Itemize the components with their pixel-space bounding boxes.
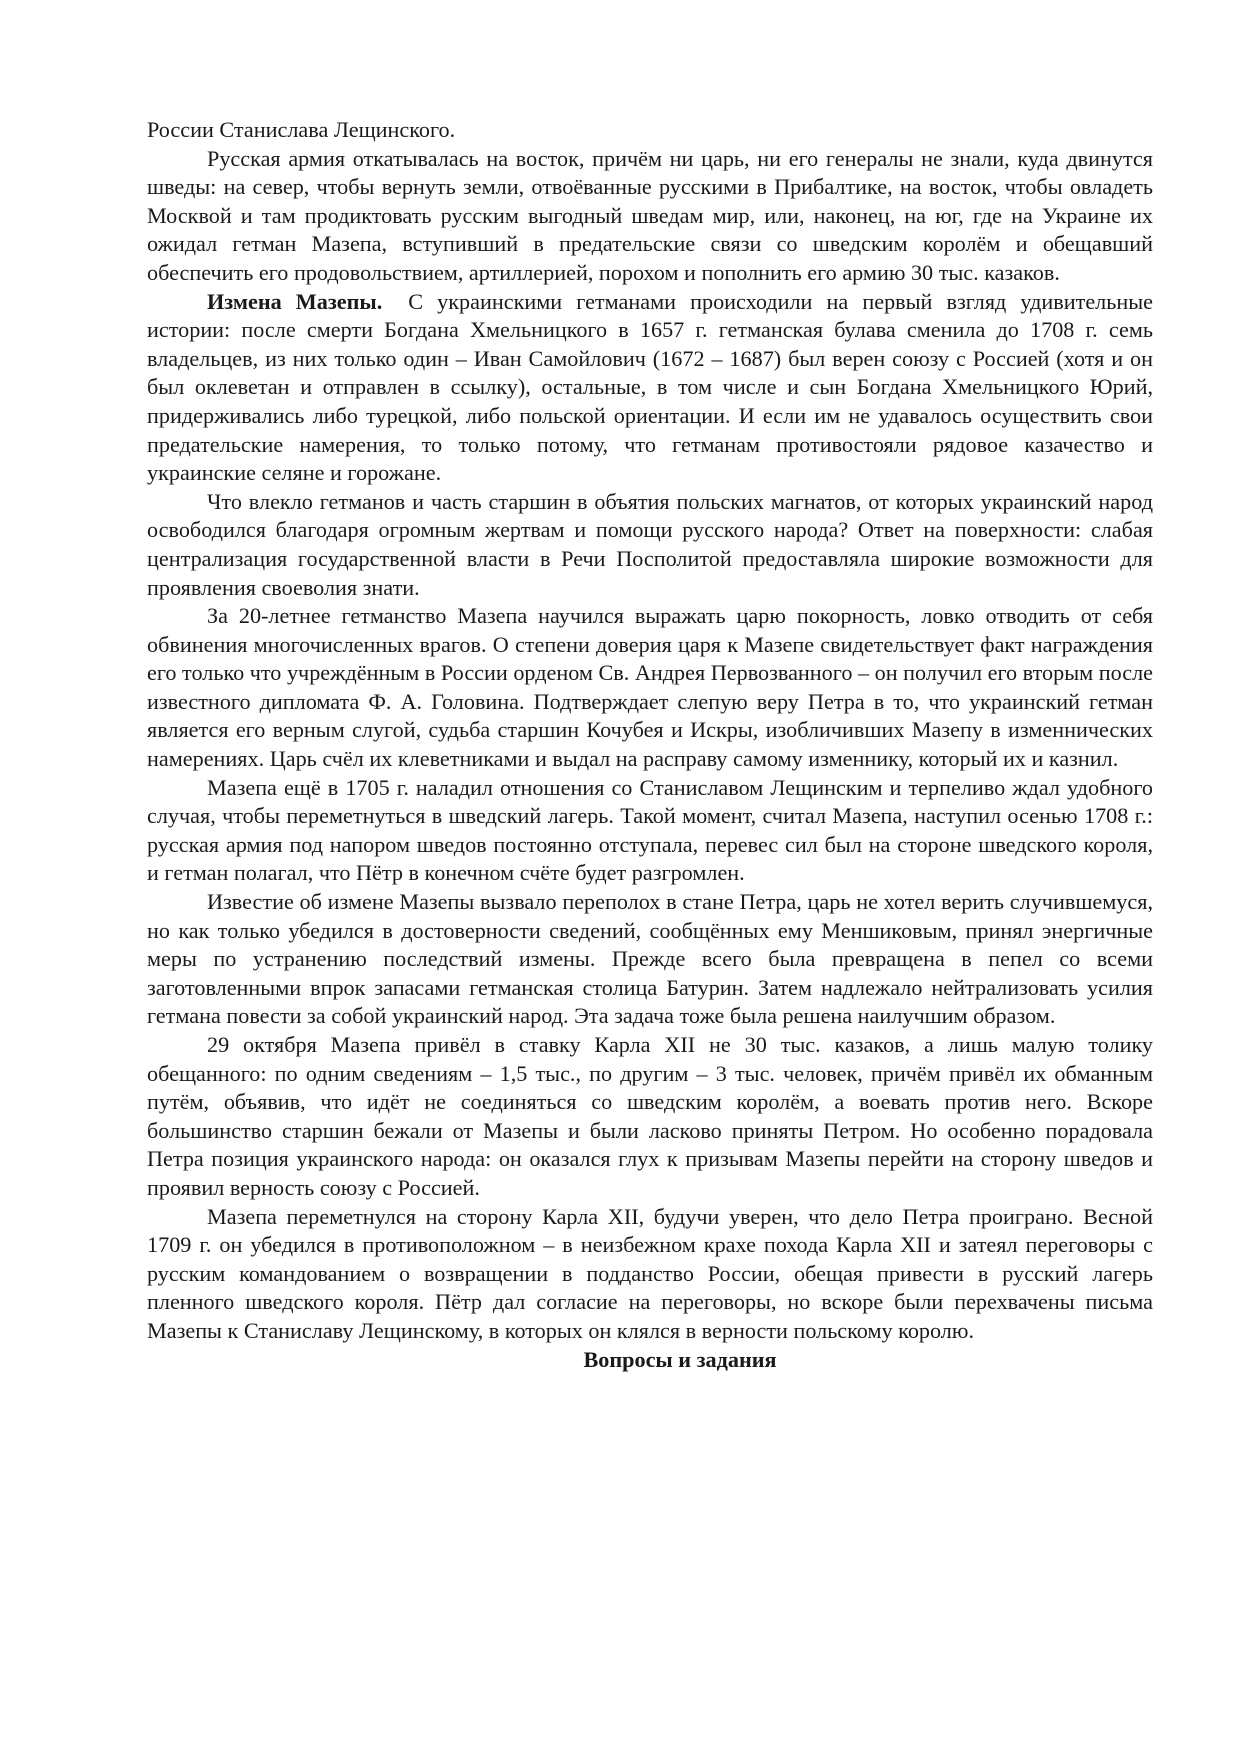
paragraph-october-29: [147, 1031, 1153, 1203]
paragraph-continuation: [147, 116, 1153, 145]
section-title: Вопросы и задания: [583, 1346, 777, 1372]
paragraph-mazepa-treason: [147, 288, 1153, 488]
paragraph-news-of-treason: [147, 888, 1153, 1031]
paragraph-hetmans-motives: [147, 488, 1153, 602]
paragraph-mazepa-negotiations: [147, 1203, 1153, 1346]
paragraph-mazepa-leszczynski: [147, 774, 1153, 888]
paragraph-text: Русская армия откатывалась на восток, причём ни царь, ни его генералы не знали, куда двинутся шведы: на север, чтобы вернуть земли, отвоёванные русскими в Прибалтике, на восток, чтобы овладеть Москвой и там продиктовать русским выгодный шведам мир, или, наконец, на юг, где на Украине их ожидал гетман Мазепа, вступивший в предательские связи со шведским королём и обещавший обеспечить его продовольствием, артиллерией, порохом и пополнить его армию 30 тыс. казаков.: [147, 145, 1153, 285]
paragraph-text: Мазепа переметнулся на сторону Карла XII, будучи уверен, что дело Петра проиграно. Весной 1709 г. он убедился в противоположном – в неизбежном крахе похода Карла XII и затеял переговоры с русским командованием о возвращении в подданство России, обещая привести в русский лагерь пленного шведского короля. Пётр дал согласие на переговоры, но вскоре были перехвачены письма Мазепы к Станиславу Лещинскому, в которых он клялся в верности польскому королю.: [147, 1203, 1153, 1343]
paragraph-text: С украинскими гетманами происходили на первый взгляд удивительные истории: после смерти Богдана Хмельницкого в 1657 г. гетманская булава сменила до 1708 г. семь владельцев, из них только один – Иван Самойлович (1672 – 1687) был верен союзу с Россией (хотя и он был оклеветан и отправлен в ссылку), остальные, в том числе и сын Богдана Хмельницкого Юрий, придерживались либо турецкой, либо польской ориентации. И если им не удавалось осуществить свои предательские намерения, то только потому, что гетманам противостояли рядовое казачество и украинские селяне и горожане.: [147, 288, 1153, 486]
paragraph-text: России Станислава Лещинского.: [147, 117, 456, 142]
paragraph-text: Мазепа ещё в 1705 г. наладил отношения со Станиславом Лещинским и терпеливо ждал удобного случая, чтобы переметнуться в шведский лагерь. Такой момент, считал Мазепа, наступил осенью 1708 г.: русская армия под напором шведов постоянно отступала, перевес сил был на стороне шведского короля, и гетман полагал, что Пётр в конечном счёте будет разгромлен.: [147, 774, 1153, 886]
paragraph-mazepa-trust: [147, 602, 1153, 774]
paragraph-text: Известие об измене Мазепы вызвало переполох в стане Петра, царь не хотел верить случившемуся, но как только убедился в достоверности сведений, сообщённых ему Меншиковым, принял энергичные меры по устранению последствий измены. Прежде всего была превращена в пепел со всеми заготовленными впрок запасами гетманская столица Батурин. Затем надлежало нейтрализовать усилия гетмана повести за собой украинский народ. Эта задача тоже была решена наилучшим образом.: [147, 889, 1153, 1029]
paragraph-text: 29 октября Мазепа привёл в ставку Карла XII не 30 тыс. казаков, а лишь малую толику обещанного: по одним сведениям – 1,5 тыс., по другим – 3 тыс. человек, причём привёл их обманным путём, объявив, что идёт не соединяться со шведским королём, а воевать против него. Вскоре большинство старшин бежали от Мазепы и были ласково приняты Петром. Но особенно порадовала Петра позиция украинского народа: он оказался глух к призывам Мазепы перейти на сторону шведов и проявил верность союзу с Россией.: [147, 1032, 1153, 1200]
paragraph-russian-army-retreat: [147, 145, 1153, 288]
document-page: [147, 116, 1153, 1374]
paragraph-text: За 20-летнее гетманство Мазепа научился выражать царю покорность, ловко отводить от себя обвинения многочисленных врагов. О степени доверия царя к Мазепе свидетельствует факт награждения его только что учреждённым в России орденом Св. Андрея Первозванного – он получил его вторым после известного дипломата Ф. А. Головина. Подтверждает слепую веру Петра в то, что украинский гетман является его верным слугой, судьба старшин Кочубея и Искры, изобличивших Мазепу в изменнических намерениях. Царь счёл их клеветниками и выдал на расправу самому изменнику, который их и казнил.: [147, 603, 1153, 772]
paragraph-text: Что влекло гетманов и часть старшин в объятия польских магнатов, от которых украинский народ освободился благодаря огромным жертвам и помощи русского народа? Ответ на поверхности: слабая централизация государственной власти в Речи Посполитой предоставляла широкие возможности для проявления своеволия знати.: [147, 488, 1153, 600]
paragraph-lead-heading: Измена Мазепы.: [207, 288, 383, 314]
